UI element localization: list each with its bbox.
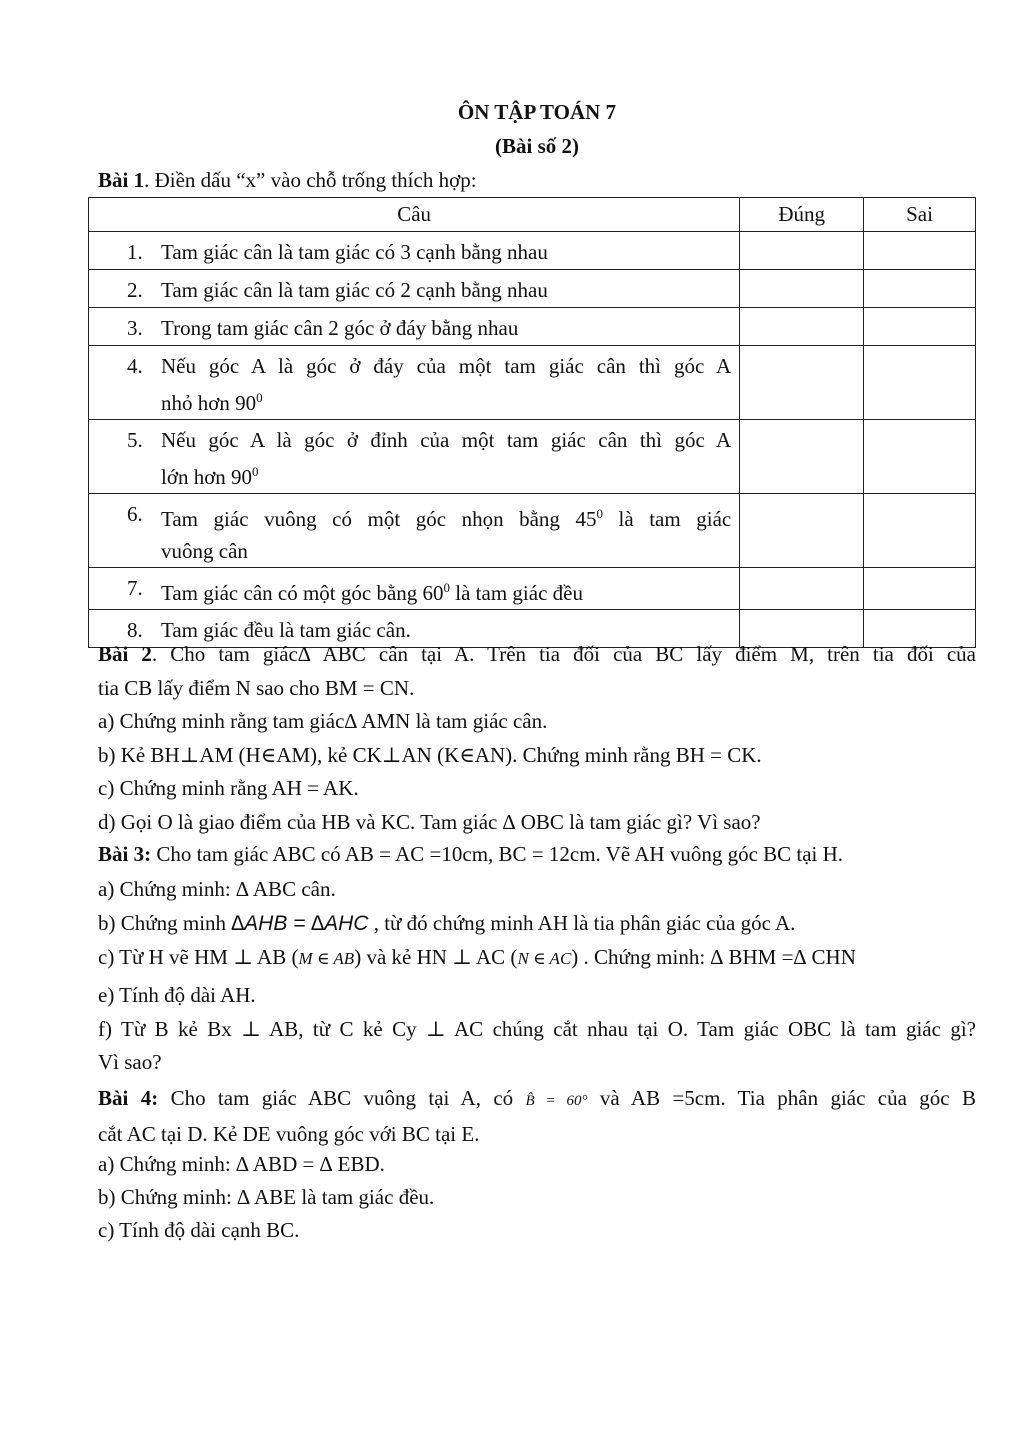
answer-cell-true[interactable] — [740, 494, 864, 568]
bai4-part-c: c) Tính độ dài cạnh BC. — [98, 1218, 300, 1242]
bai3-intro: Bài 3: Cho tam giác ABC có AB = AC =10cm, BC = 12cm. Vẽ AH vuông góc BC tại H. — [98, 842, 844, 866]
header-true: Đúng — [740, 198, 864, 232]
table-row — [89, 420, 976, 494]
bai4-intro-line1: Bài 4: Cho tam giác ABC vuông tại A, có B̂ = 60° và AB =5cm. Tia phân giác của góc B — [98, 1086, 976, 1110]
bai1-instruction: . Điền dấu “x” vào chỗ trống thích hợp: — [144, 168, 477, 192]
row-number: 5. — [127, 428, 143, 452]
table-row — [89, 494, 976, 568]
answer-cell-true[interactable] — [740, 270, 864, 308]
table-row — [89, 346, 976, 420]
bai3-part-e: e) Tính độ dài AH. — [98, 983, 256, 1007]
row-statement-line2: lớn hơn $90^0$ — [161, 464, 259, 489]
row-number: 3. — [127, 316, 143, 340]
row-statement-line1: Nếu góc A là góc ở đáy của một tam giác cân thì góc A — [161, 354, 732, 378]
row-statement: Tam giác đều là tam giác cân. — [161, 618, 411, 642]
row-statement: Tam giác cân là tam giác có 2 cạnh bằng nhau — [161, 278, 548, 302]
bai4-intro-line2: cắt AC tại D. Kẻ DE vuông góc với BC tại E. — [98, 1122, 480, 1146]
answer-cell-false[interactable] — [864, 270, 976, 308]
header-question: Câu — [89, 198, 740, 232]
answer-cell-false[interactable] — [864, 308, 976, 346]
bai4-label: Bài 4: — [98, 1086, 159, 1110]
bai3-part-c: c) Từ H vẽ HM ⊥ AB (M ∈ AB) và kẻ HN ⊥ AC (N ∈ AC) . Chứng minh: ∆ BHM =∆ CHN — [98, 945, 856, 969]
table-row — [89, 568, 976, 610]
bai3-part-a: a) Chứng minh: ∆ ABC cân. — [98, 877, 336, 901]
row-statement-line2: nhỏ hơn $90^0$ — [161, 390, 263, 415]
answer-cell-false[interactable] — [864, 420, 976, 494]
bai1-label: Bài 1 — [98, 168, 145, 192]
bai1-heading — [98, 166, 477, 194]
answer-cell-true[interactable] — [740, 568, 864, 610]
answer-cell-false[interactable] — [864, 568, 976, 610]
bai2-part-b: b) Kẻ BH⊥AM (H∈AM), kẻ CK⊥AN (K∈AN). Chứng minh rằng BH = CK. — [98, 743, 762, 767]
row-number: 1. — [127, 240, 143, 264]
row-statement: Trong tam giác cân 2 góc ở đáy bằng nhau — [161, 316, 519, 340]
answer-cell-true[interactable] — [740, 308, 864, 346]
true-false-table — [88, 197, 976, 648]
table-header-row — [89, 198, 976, 232]
row-number: 8. — [127, 618, 143, 642]
row-number: 7. — [127, 576, 143, 600]
bai4-part-a: a) Chứng minh: ∆ ABD = ∆ EBD. — [98, 1152, 385, 1176]
table-row — [89, 270, 976, 308]
bai3-label: Bài 3: — [98, 842, 152, 866]
answer-cell-true[interactable] — [740, 346, 864, 420]
bai4-part-b: b) Chứng minh: ∆ ABE là tam giác đều. — [98, 1185, 435, 1209]
row-statement: Tam giác cân là tam giác có 3 cạnh bằng nhau — [161, 240, 548, 264]
row-statement-line1: Tam giác vuông có một góc nhọn bằng $45^0$ là tam giác — [161, 506, 732, 531]
bai2-intro-line2: tia CB lấy điểm N sao cho BM = CN. — [98, 676, 415, 700]
bai2-label: Bài 2 — [98, 642, 152, 666]
answer-cell-true[interactable] — [740, 420, 864, 494]
answer-cell-false[interactable] — [864, 346, 976, 420]
document-title: ÔN TẬP TOÁN 7 — [457, 100, 617, 124]
row-number: 2. — [127, 278, 143, 302]
table-row — [89, 232, 976, 270]
row-number: 4. — [127, 354, 143, 378]
document-subtitle: (Bài số 2) — [495, 134, 579, 158]
bai2-intro-line1: Bài 2. Cho tam giác∆ ABC cân tại A. Trên tia đối của BC lấy điểm M, trên tia đối của — [98, 642, 976, 666]
bai2-part-a: a) Chứng minh rằng tam giác∆ AMN là tam giác cân. — [98, 709, 548, 733]
header-false: Sai — [864, 198, 976, 232]
row-statement-line2: vuông cân — [161, 539, 248, 563]
bai3-part-f-line1: f) Từ B kẻ Bx ⊥ AB, từ C kẻ Cy ⊥ AC chúng cắt nhau tại O. Tam giác OBC là tam giác gì? — [98, 1017, 976, 1041]
row-statement: Tam giác cân có một góc bằng $60^0$ là tam giác đều — [161, 580, 583, 605]
row-statement-line1: Nếu góc A là góc ở đỉnh của một tam giác cân thì góc A — [161, 428, 732, 452]
row-number: 6. — [127, 502, 143, 526]
answer-cell-false[interactable] — [864, 494, 976, 568]
table-row — [89, 308, 976, 346]
bai2-part-c: c) Chứng minh rằng AH = AK. — [98, 776, 359, 800]
angle-formula: B̂ = 60° — [525, 1093, 588, 1109]
formula: ∆AHB = ∆AHC — [231, 912, 369, 935]
bai3-part-b: b) Chứng minh ∆AHB = ∆AHC , từ đó chứng minh AH là tia phân giác của góc A. — [98, 911, 796, 935]
answer-cell-true[interactable] — [740, 232, 864, 270]
bai3-part-f-line2: Vì sao? — [98, 1050, 162, 1074]
bai2-part-d: d) Gọi O là giao điểm của HB và KC. Tam giác ∆ OBC là tam giác gì? Vì sao? — [98, 810, 761, 834]
answer-cell-false[interactable] — [864, 232, 976, 270]
